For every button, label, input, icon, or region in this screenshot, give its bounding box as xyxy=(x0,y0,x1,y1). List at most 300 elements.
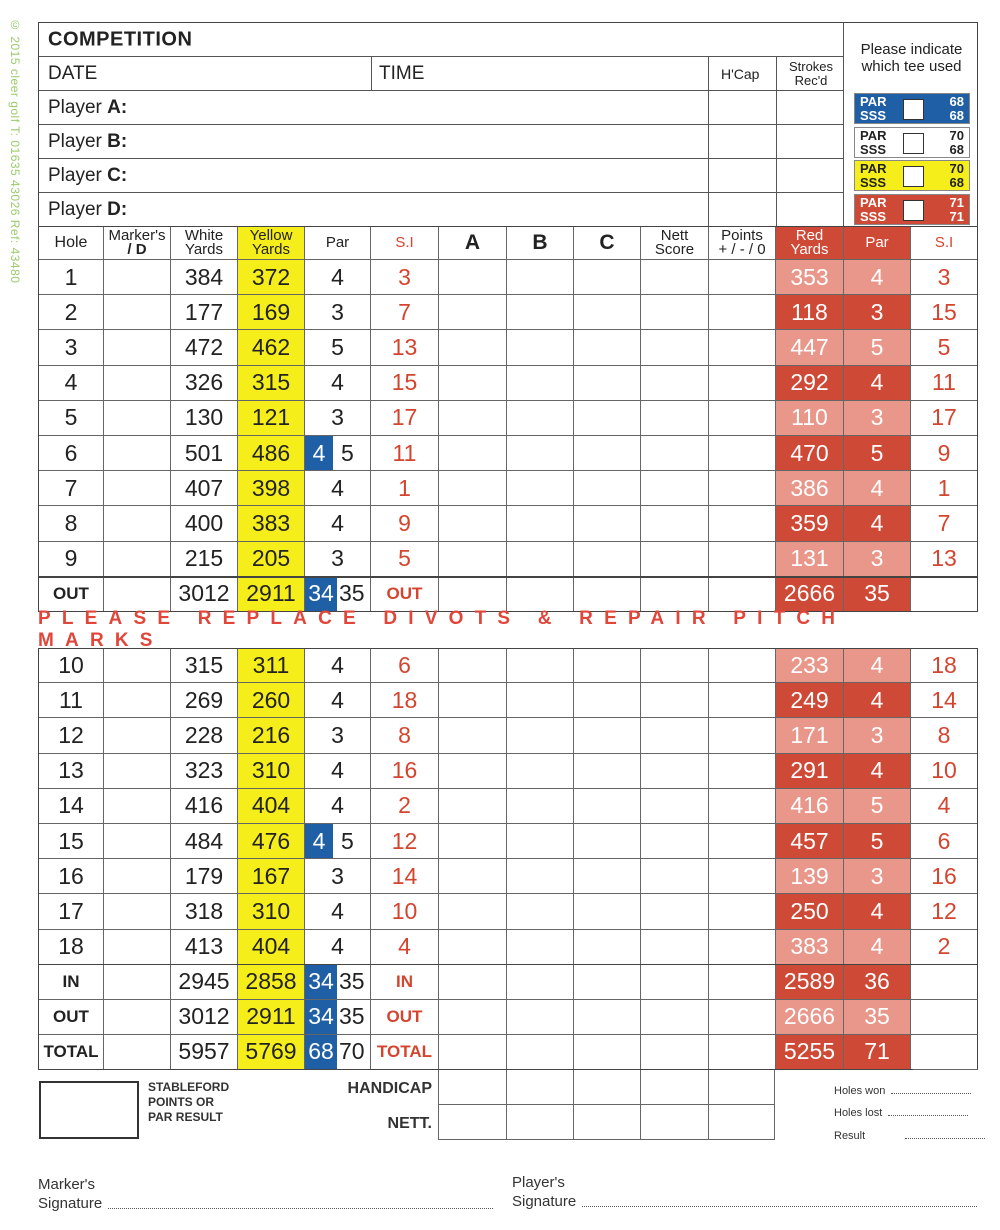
points-cell[interactable] xyxy=(708,542,775,577)
col-white-header-line1: White xyxy=(184,226,224,244)
stroke-index: 18 xyxy=(370,683,438,718)
score-player-c[interactable] xyxy=(573,824,640,859)
red-par: 4 xyxy=(843,930,910,965)
red-yards: 110 xyxy=(775,401,843,436)
score-player-b[interactable] xyxy=(506,436,573,471)
col-player-a-header: A xyxy=(438,226,506,260)
score-player-b[interactable] xyxy=(506,366,573,401)
tee-par-sss-labels xyxy=(860,129,886,157)
marker-signature-field[interactable] xyxy=(108,1208,493,1209)
nett-score[interactable] xyxy=(640,754,708,789)
score-total-cell[interactable] xyxy=(708,965,775,1000)
white-yards: 130 xyxy=(170,401,237,436)
white-yards: 400 xyxy=(170,506,237,541)
red-par: 5 xyxy=(843,330,910,365)
stroke-index: 14 xyxy=(370,859,438,894)
points-cell[interactable] xyxy=(708,471,775,506)
score-player-c[interactable] xyxy=(573,754,640,789)
tee-checkbox[interactable] xyxy=(903,200,924,221)
score-player-c[interactable] xyxy=(573,471,640,506)
par-value: 4 xyxy=(304,366,370,401)
red-yards: 470 xyxy=(775,436,843,471)
si-total-label: IN xyxy=(370,965,438,1000)
score-player-b[interactable] xyxy=(506,506,573,541)
blue-par-total: 34 xyxy=(305,1000,337,1034)
nett-score[interactable] xyxy=(640,683,708,718)
score-player-b[interactable] xyxy=(506,401,573,436)
nett-score[interactable] xyxy=(640,824,708,859)
score-player-c[interactable] xyxy=(573,859,640,894)
score-player-a[interactable] xyxy=(438,930,506,965)
red-par: 3 xyxy=(843,542,910,577)
points-cell[interactable] xyxy=(708,930,775,965)
holes-won-label: Holes won xyxy=(834,1085,886,1097)
handicap-cell[interactable] xyxy=(506,1070,573,1105)
player-row-d[interactable] xyxy=(39,193,844,227)
handicap-cell[interactable] xyxy=(640,1070,708,1105)
marker-cell[interactable] xyxy=(103,436,170,471)
red-par: 3 xyxy=(843,295,910,330)
player-label xyxy=(48,165,127,187)
score-player-c[interactable] xyxy=(573,366,640,401)
handicap-cell[interactable] xyxy=(708,1070,775,1105)
hole-number: 9 xyxy=(38,542,103,577)
score-player-a[interactable] xyxy=(438,824,506,859)
yellow-yards: 486 xyxy=(237,436,304,471)
stableford-line2: POINTS OR xyxy=(148,1095,215,1109)
white-total: 3012 xyxy=(170,577,237,612)
yellow-yards: 404 xyxy=(237,789,304,824)
marker-cell[interactable] xyxy=(103,648,170,683)
red-yards: 457 xyxy=(775,824,843,859)
stroke-index: 16 xyxy=(370,754,438,789)
stroke-index: 5 xyxy=(370,542,438,577)
date-label: DATE xyxy=(48,62,98,84)
si-total-label: OUT xyxy=(370,577,438,612)
player-row-a[interactable] xyxy=(39,91,844,125)
points-cell[interactable] xyxy=(708,330,775,365)
nett-score[interactable] xyxy=(640,930,708,965)
marker-cell[interactable] xyxy=(103,330,170,365)
red-par-total: 71 xyxy=(843,1035,910,1070)
white-yards: 407 xyxy=(170,471,237,506)
tee-option[interactable] xyxy=(854,127,970,158)
time-cell xyxy=(371,57,425,90)
par-cell xyxy=(304,824,370,859)
score-total-cell[interactable] xyxy=(708,577,775,612)
red-yards: 353 xyxy=(775,260,843,295)
handicap-cell[interactable] xyxy=(573,1070,640,1105)
tee-selection-box xyxy=(843,22,978,227)
hole-number: 11 xyxy=(38,683,103,718)
nett-cell[interactable] xyxy=(640,1105,708,1140)
score-player-b[interactable] xyxy=(506,754,573,789)
marker-cell[interactable] xyxy=(103,401,170,436)
par-value: 4 xyxy=(304,506,370,541)
player-prefix: Player xyxy=(48,164,108,186)
par-value: 4 xyxy=(304,789,370,824)
yellow-yards: 167 xyxy=(237,859,304,894)
score-total-cell[interactable] xyxy=(438,1000,506,1035)
score-player-a[interactable] xyxy=(438,789,506,824)
player-letter: D: xyxy=(107,199,128,220)
par-total-cell xyxy=(304,1000,370,1035)
stableford-result-box[interactable] xyxy=(39,1081,139,1139)
red-yards: 386 xyxy=(775,471,843,506)
blue-par-total: 34 xyxy=(305,965,337,999)
score-player-a[interactable] xyxy=(438,683,506,718)
nett-score[interactable] xyxy=(640,894,708,929)
score-player-a[interactable] xyxy=(438,859,506,894)
tee-values xyxy=(950,196,964,224)
red-yards: 171 xyxy=(775,718,843,753)
score-total-cell[interactable] xyxy=(640,1035,708,1070)
hole-number: 18 xyxy=(38,930,103,965)
par-value: 4 xyxy=(304,471,370,506)
score-player-a[interactable] xyxy=(438,366,506,401)
nett-cell[interactable] xyxy=(708,1105,775,1140)
red-stroke-index: 6 xyxy=(910,824,978,859)
score-player-a[interactable] xyxy=(438,894,506,929)
marker-cell[interactable] xyxy=(103,930,170,965)
score-total-cell[interactable] xyxy=(506,965,573,1000)
marker-cell[interactable] xyxy=(103,366,170,401)
red-stroke-index: 5 xyxy=(910,330,978,365)
nett-score[interactable] xyxy=(640,506,708,541)
tee-checkbox[interactable] xyxy=(903,99,924,120)
tee-checkbox[interactable] xyxy=(903,166,924,187)
points-cell[interactable] xyxy=(708,366,775,401)
nett-score[interactable] xyxy=(640,859,708,894)
white-yards: 215 xyxy=(170,542,237,577)
result-line[interactable] xyxy=(834,1130,985,1142)
score-total-cell[interactable] xyxy=(573,577,640,612)
score-player-c[interactable] xyxy=(573,648,640,683)
score-total-cell[interactable] xyxy=(438,577,506,612)
red-yards-total: 5255 xyxy=(775,1035,843,1070)
tee-sss-value: 68 xyxy=(949,108,964,123)
score-total-cell[interactable] xyxy=(438,1035,506,1070)
par-total: 35 xyxy=(339,580,365,607)
red-par: 5 xyxy=(843,436,910,471)
player-prefix: Player xyxy=(48,130,108,152)
points-cell[interactable] xyxy=(708,260,775,295)
score-total-cell[interactable] xyxy=(506,1000,573,1035)
yellow-yards: 462 xyxy=(237,330,304,365)
marker-cell[interactable] xyxy=(103,859,170,894)
nett-score[interactable] xyxy=(640,542,708,577)
holes-lost-line[interactable] xyxy=(834,1107,968,1119)
time-label: TIME xyxy=(379,62,425,84)
marker-cell[interactable] xyxy=(103,718,170,753)
par-total: 35 xyxy=(339,968,365,995)
score-player-b[interactable] xyxy=(506,824,573,859)
score-player-a[interactable] xyxy=(438,330,506,365)
marker-cell[interactable] xyxy=(103,824,170,859)
player-strokes-cell[interactable] xyxy=(776,159,844,192)
white-total: 3012 xyxy=(170,1000,237,1035)
marker-cell[interactable] xyxy=(103,506,170,541)
score-player-b[interactable] xyxy=(506,683,573,718)
stroke-index: 4 xyxy=(370,930,438,965)
score-player-a[interactable] xyxy=(438,754,506,789)
blue-tee-par: 4 xyxy=(305,436,333,470)
score-player-c[interactable] xyxy=(573,330,640,365)
yellow-yards: 476 xyxy=(237,824,304,859)
score-player-a[interactable] xyxy=(438,506,506,541)
score-player-b[interactable] xyxy=(506,859,573,894)
white-total: 2945 xyxy=(170,965,237,1000)
yellow-total: 2858 xyxy=(237,965,304,1000)
nett-score[interactable] xyxy=(640,436,708,471)
tee-sss-value: 71 xyxy=(949,208,964,224)
nett-score[interactable] xyxy=(640,330,708,365)
points-cell[interactable] xyxy=(708,648,775,683)
score-player-b[interactable] xyxy=(506,260,573,295)
player-row-b[interactable] xyxy=(39,125,844,159)
tee-sss-label: SSS xyxy=(860,175,887,190)
hole-number: 13 xyxy=(38,754,103,789)
score-player-b[interactable] xyxy=(506,648,573,683)
total-label: OUT xyxy=(38,577,103,612)
white-yards: 501 xyxy=(170,436,237,471)
hole-number: 5 xyxy=(38,401,103,436)
marker-cell[interactable] xyxy=(103,754,170,789)
total-label: IN xyxy=(38,965,103,1000)
score-total-cell[interactable] xyxy=(506,577,573,612)
points-cell[interactable] xyxy=(708,436,775,471)
col-nett-header xyxy=(640,226,708,260)
score-player-c[interactable] xyxy=(573,506,640,541)
score-player-a[interactable] xyxy=(438,295,506,330)
score-total-cell[interactable] xyxy=(640,577,708,612)
score-player-b[interactable] xyxy=(506,295,573,330)
nett-cell[interactable] xyxy=(573,1105,640,1140)
yellow-yards: 311 xyxy=(237,648,304,683)
marker-sig-line1: Marker's xyxy=(38,1176,96,1193)
yellow-yards: 310 xyxy=(237,894,304,929)
tee-par-value: 70 xyxy=(949,127,964,143)
player-strokes-cell[interactable] xyxy=(776,125,844,158)
player-signature-label xyxy=(512,1173,576,1211)
tee-checkbox[interactable] xyxy=(903,133,924,154)
tee-title-line1: Please indicate xyxy=(860,41,963,58)
stroke-index: 17 xyxy=(370,401,438,436)
red-yards: 359 xyxy=(775,506,843,541)
points-cell[interactable] xyxy=(708,718,775,753)
hole-number: 14 xyxy=(38,789,103,824)
nett-score[interactable] xyxy=(640,401,708,436)
nett-score[interactable] xyxy=(640,789,708,824)
player-hcap-cell[interactable] xyxy=(708,125,776,158)
nett-score[interactable] xyxy=(640,260,708,295)
tee-option[interactable] xyxy=(854,194,970,225)
nett-score[interactable] xyxy=(640,366,708,401)
score-player-c[interactable] xyxy=(573,436,640,471)
result-label: Result xyxy=(834,1130,866,1142)
handicap-cell[interactable] xyxy=(438,1070,506,1105)
score-player-b[interactable] xyxy=(506,930,573,965)
player-label xyxy=(48,97,127,119)
red-stroke-index: 11 xyxy=(910,366,978,401)
nett-score[interactable] xyxy=(640,718,708,753)
score-total-cell[interactable] xyxy=(640,1000,708,1035)
score-player-b[interactable] xyxy=(506,789,573,824)
white-yards: 484 xyxy=(170,824,237,859)
red-yards: 291 xyxy=(775,754,843,789)
score-player-a[interactable] xyxy=(438,648,506,683)
tee-title xyxy=(844,41,979,75)
white-yards: 416 xyxy=(170,789,237,824)
marker-total-cell[interactable] xyxy=(103,1000,170,1035)
score-player-c[interactable] xyxy=(573,894,640,929)
stroke-index: 10 xyxy=(370,894,438,929)
par-value: 4 xyxy=(304,930,370,965)
par-value: 5 xyxy=(304,330,370,365)
red-par: 4 xyxy=(843,471,910,506)
tee-option[interactable] xyxy=(854,93,970,124)
tee-par-sss-labels xyxy=(860,162,886,190)
points-cell[interactable] xyxy=(708,401,775,436)
score-player-c[interactable] xyxy=(573,718,640,753)
tee-option[interactable] xyxy=(854,160,970,191)
player-strokes-cell[interactable] xyxy=(776,91,844,124)
marker-total-cell[interactable] xyxy=(103,577,170,612)
score-total-cell[interactable] xyxy=(708,1000,775,1035)
yellow-yards: 260 xyxy=(237,683,304,718)
player-hcap-cell[interactable] xyxy=(708,159,776,192)
white-yards: 413 xyxy=(170,930,237,965)
score-player-b[interactable] xyxy=(506,894,573,929)
score-total-cell[interactable] xyxy=(438,965,506,1000)
marker-total-cell[interactable] xyxy=(103,1035,170,1070)
player-hcap-cell[interactable] xyxy=(708,91,776,124)
red-par: 4 xyxy=(843,683,910,718)
score-player-c[interactable] xyxy=(573,542,640,577)
player-prefix: Player xyxy=(48,96,108,118)
points-cell[interactable] xyxy=(708,894,775,929)
marker-cell[interactable] xyxy=(103,894,170,929)
player-row-c[interactable] xyxy=(39,159,844,193)
yellow-yards: 216 xyxy=(237,718,304,753)
white-yards: 228 xyxy=(170,718,237,753)
marker-cell[interactable] xyxy=(103,683,170,718)
hole-number: 17 xyxy=(38,894,103,929)
score-total-cell[interactable] xyxy=(640,965,708,1000)
red-par: 4 xyxy=(843,894,910,929)
scorecard-header xyxy=(38,22,978,227)
tee-sss-label: SSS xyxy=(860,208,887,224)
strokes-label xyxy=(777,60,845,88)
red-si-total-cell xyxy=(910,965,978,1000)
red-par: 4 xyxy=(843,506,910,541)
red-yards-total: 2666 xyxy=(775,1000,843,1035)
red-stroke-index: 17 xyxy=(910,401,978,436)
col-marker-header-line1: Marker's xyxy=(108,226,166,244)
score-player-c[interactable] xyxy=(573,295,640,330)
si-total-label: OUT xyxy=(370,1000,438,1035)
hcap-label: H'Cap xyxy=(721,65,760,82)
red-stroke-index: 16 xyxy=(910,859,978,894)
player-signature-field[interactable] xyxy=(582,1206,977,1207)
par-value: 4 xyxy=(304,648,370,683)
score-total-cell[interactable] xyxy=(506,1035,573,1070)
marker-cell[interactable] xyxy=(103,295,170,330)
score-player-c[interactable] xyxy=(573,683,640,718)
marker-cell[interactable] xyxy=(103,471,170,506)
white-yards: 326 xyxy=(170,366,237,401)
points-cell[interactable] xyxy=(708,789,775,824)
score-player-c[interactable] xyxy=(573,789,640,824)
points-cell[interactable] xyxy=(708,754,775,789)
score-total-cell[interactable] xyxy=(573,1000,640,1035)
red-par-total: 35 xyxy=(843,577,910,612)
nett-score[interactable] xyxy=(640,295,708,330)
points-cell[interactable] xyxy=(708,859,775,894)
tee-par-label: PAR xyxy=(860,127,887,143)
score-player-c[interactable] xyxy=(573,930,640,965)
score-player-a[interactable] xyxy=(438,436,506,471)
marker-cell[interactable] xyxy=(103,542,170,577)
score-player-b[interactable] xyxy=(506,542,573,577)
score-player-c[interactable] xyxy=(573,260,640,295)
nett-score[interactable] xyxy=(640,471,708,506)
par-total-cell xyxy=(304,577,370,612)
tee-par-label: PAR xyxy=(860,161,887,176)
score-total-cell[interactable] xyxy=(573,965,640,1000)
marker-cell[interactable] xyxy=(103,789,170,824)
handicap-label: HANDICAP xyxy=(347,1080,432,1097)
points-cell[interactable] xyxy=(708,683,775,718)
score-player-b[interactable] xyxy=(506,718,573,753)
points-cell[interactable] xyxy=(708,824,775,859)
score-player-b[interactable] xyxy=(506,471,573,506)
score-player-a[interactable] xyxy=(438,718,506,753)
white-yards: 179 xyxy=(170,859,237,894)
marker-cell[interactable] xyxy=(103,260,170,295)
col-yellow-header-line1: Yellow xyxy=(249,226,293,244)
player-hcap-cell[interactable] xyxy=(708,193,776,227)
score-player-a[interactable] xyxy=(438,401,506,436)
tee-title-line2: which tee used xyxy=(861,58,962,75)
col-red-par-header: Par xyxy=(843,226,910,260)
nett-cell[interactable] xyxy=(438,1105,506,1140)
red-yards: 250 xyxy=(775,894,843,929)
stroke-index: 2 xyxy=(370,789,438,824)
holes-won-line[interactable] xyxy=(834,1085,971,1097)
marker-total-cell[interactable] xyxy=(103,965,170,1000)
score-player-a[interactable] xyxy=(438,471,506,506)
score-player-c[interactable] xyxy=(573,401,640,436)
red-stroke-index: 4 xyxy=(910,789,978,824)
points-cell[interactable] xyxy=(708,506,775,541)
score-player-a[interactable] xyxy=(438,260,506,295)
score-player-b[interactable] xyxy=(506,330,573,365)
score-total-cell[interactable] xyxy=(573,1035,640,1070)
nett-score[interactable] xyxy=(640,648,708,683)
hole-number: 3 xyxy=(38,330,103,365)
player-strokes-cell[interactable] xyxy=(776,193,844,227)
col-red-si-header: S.I xyxy=(910,226,978,260)
marker-sig-line2: Signature xyxy=(38,1195,103,1212)
hole-number: 6 xyxy=(38,436,103,471)
points-cell[interactable] xyxy=(708,295,775,330)
score-total-cell[interactable] xyxy=(708,1035,775,1070)
nett-cell[interactable] xyxy=(506,1105,573,1140)
score-player-a[interactable] xyxy=(438,542,506,577)
par-value: 4 xyxy=(304,683,370,718)
yellow-yards: 315 xyxy=(237,366,304,401)
